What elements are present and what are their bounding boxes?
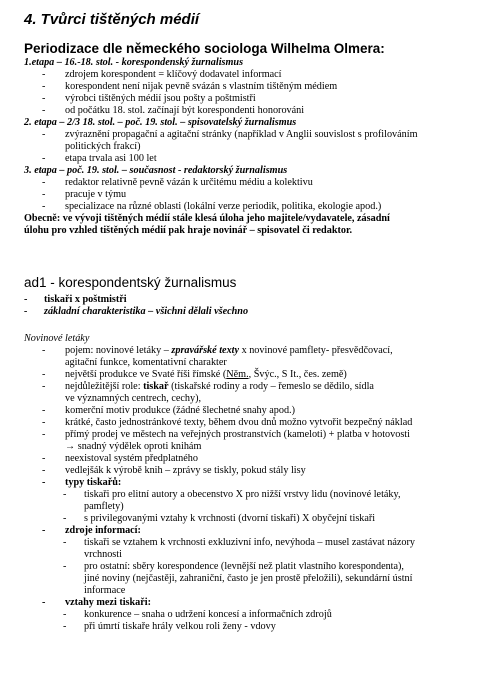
- newsletters-section: [0, 333, 483, 633]
- sources-heading: - zdroje informací:: [42, 525, 141, 536]
- list-item: - pojem: novinové letáky – zpravářské texty x novinové pamflety- přesvědčovací,: [42, 345, 393, 356]
- list-item: - tiskaři se vztahem k vrchnosti exkluzivní info, nevýhoda – musel zastávat názory: [63, 537, 415, 548]
- summary-text: úlohu pro vzhled tištěných médií pak hraje novinář – spisovatel či redaktor.: [24, 225, 353, 236]
- list-item-continuation: agitační funkce, komentativní charakter: [65, 357, 227, 368]
- list-item: - výrobci tištěných médií jsou pošty a poštmistři: [42, 93, 256, 104]
- list-item: - redaktor relativně pevně vázán k určitému médiu a kolektivu: [42, 177, 313, 188]
- list-item: - při úmrtí tiskaře hrály velkou roli ženy - vdovy: [63, 621, 276, 632]
- stage3-title: 3. etapa – poč. 19. stol. – současnost - redaktorský žurnalismus: [24, 165, 288, 176]
- list-item: - s privilegovanými vztahy k vrchnosti (dvorní tiskaři) X obyčejní tiskaři: [63, 513, 376, 524]
- list-item: - tiskaři pro elitní autory a obecenstvo X pro nižší vrstvy lidu (novinové letáky,: [63, 489, 401, 500]
- list-item-continuation: → snadný výdělek oproti knihám: [65, 441, 202, 452]
- stage1-title: 1.etapa – 16.-18. stol. - korespondenský žurnalismus: [24, 57, 244, 68]
- list-item-continuation: ve významných centrech, cechy),: [65, 393, 202, 404]
- list-item-continuation: jiné noviny (nejčastěji, zahraniční, často je jen prostě přeložili), sekundární ústní: [84, 573, 413, 584]
- list-item: - pro ostatní: sběry korespondence (levnější než platit vlastního korespondenta),: [63, 561, 404, 572]
- relations-heading: - vztahy mezi tiskaři:: [42, 597, 152, 608]
- list-item-continuation: informace: [84, 585, 126, 596]
- list-item: - tiskaři x poštmistři: [24, 294, 127, 305]
- list-item: - přímý prodej ve městech na veřejných prostranstvích (kameloti) + platba v hotovosti: [42, 429, 410, 440]
- list-item: - specializace na různé oblasti (lokální verze periodik, politika, ekologie apod.): [42, 201, 382, 212]
- list-item: - pracuje v týmu: [42, 189, 127, 200]
- list-item-continuation: politických frakcí): [65, 141, 141, 152]
- newsletters-heading: Novinové letáky: [24, 333, 90, 344]
- types-heading: - typy tiskařů:: [42, 477, 122, 488]
- list-item: - neexistoval systém předplatného: [42, 453, 198, 464]
- list-item: - konkurence – snaha o udržení koncesí a informačních zdrojů: [63, 609, 332, 620]
- list-item: - etapa trvala asi 100 let: [42, 153, 157, 164]
- list-item: - vedlejšák k výrobě knih – zprávy se tiskly, pokud stály lisy: [42, 465, 306, 476]
- list-item-continuation: pamflety): [84, 501, 124, 512]
- list-item: - největší produkce ve Svaté říši římské (Něm., Švýc., S It., čes. země): [42, 369, 347, 380]
- list-item: - od počátku 18. stol. začínají být korespondenti honorováni: [42, 105, 305, 116]
- list-item: - krátké, často jednostránkové texty, během dvou dnů možno vytvořit bezpečný náklad: [42, 417, 413, 428]
- list-item: - korespondent není nijak pevně svázán s vlastním tištěným médiem: [42, 81, 338, 92]
- list-item: - komerční motiv produkce (žádné šlechetné snahy apod.): [42, 405, 295, 416]
- section2-heading: ad1 - korespondentský žurnalismus: [24, 275, 237, 290]
- section2-points: [0, 294, 483, 318]
- stage2-title: 2. etapa – 2/3 18. stol. – poč. 19. stol. – spisovatelský žurnalismus: [24, 117, 297, 128]
- periodization-section: [0, 57, 483, 237]
- summary-text: Obecně: ve vývoji tištěných médií stále klesá úloha jeho majitele/vydavatele, zásadní: [24, 213, 390, 224]
- periodization-heading: Periodizace dle německého sociologa Wilhelma Olmera:: [24, 41, 385, 56]
- list-item: - nejdůležitější role: tiskař (tiskařské rodiny a rody – řemeslo se dědilo, sídla: [42, 381, 374, 392]
- list-item: - základní charakteristika – všichni dělali všechno: [24, 306, 249, 317]
- page-title: 4. Tvůrci tištěných médií: [24, 11, 200, 28]
- list-item: - zdrojem korespondent = klíčový dodavatel informací: [42, 69, 282, 80]
- list-item: - zvýraznění propagační a agitační stránky (například v Anglii souvislost s profilováním: [42, 129, 418, 140]
- list-item-continuation: vrchnosti: [84, 549, 122, 560]
